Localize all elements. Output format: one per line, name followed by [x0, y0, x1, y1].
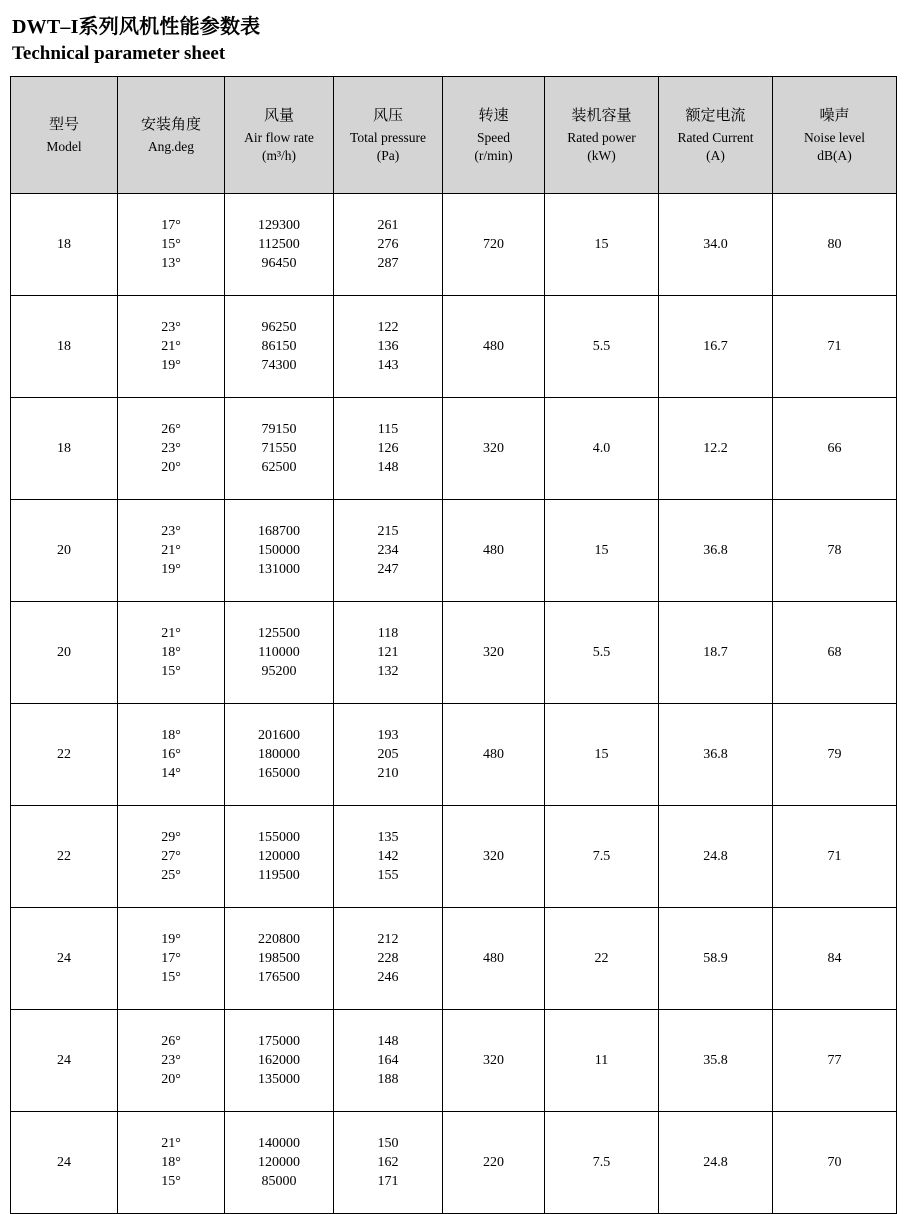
page-title-cn: DWT–I系列风机性能参数表 — [12, 16, 261, 38]
cell-airflow-value: 162000 — [258, 1053, 300, 1068]
cell-speed: 320 — [443, 602, 545, 704]
column-header-pressure-unit: (Pa) — [376, 147, 400, 163]
cell-current: 12.2 — [659, 398, 773, 500]
cell-angle-value: 25° — [161, 868, 181, 883]
column-header-airflow-en: Air flow rate — [244, 129, 314, 145]
cell-airflow-value: 176500 — [258, 970, 300, 985]
cell-angle-value: 19° — [161, 932, 181, 947]
cell-airflow-value: 198500 — [258, 951, 300, 966]
cell-power: 15 — [545, 704, 659, 806]
cell-pressure — [334, 194, 443, 296]
cell-angle-value: 27° — [161, 849, 181, 864]
cell-pressure — [334, 296, 443, 398]
cell-pressure — [334, 1112, 443, 1214]
cell-power: 7.5 — [545, 1112, 659, 1214]
cell-current: 58.9 — [659, 908, 773, 1010]
cell-airflow-value: 220800 — [258, 932, 300, 947]
cell-pressure-value: 148 — [377, 1034, 399, 1049]
cell-angle-value: 15° — [161, 970, 181, 985]
cell-noise: 80 — [773, 194, 897, 296]
cell-current: 24.8 — [659, 1112, 773, 1214]
cell-angle-value: 20° — [161, 1072, 181, 1087]
cell-power: 5.5 — [545, 296, 659, 398]
cell-current: 16.7 — [659, 296, 773, 398]
cell-airflow-value: 96250 — [261, 320, 297, 335]
cell-pressure-value: 205 — [377, 747, 399, 762]
cell-pressure-value: 126 — [377, 441, 399, 456]
cell-pressure-value: 188 — [377, 1072, 399, 1087]
cell-current: 36.8 — [659, 704, 773, 806]
cell-pressure-value: 115 — [377, 422, 399, 437]
cell-model: 24 — [11, 908, 118, 1010]
cell-angle-value: 15° — [161, 664, 181, 679]
table-row — [11, 398, 897, 500]
cell-model: 20 — [11, 602, 118, 704]
cell-angle — [118, 1010, 225, 1112]
cell-airflow — [225, 1010, 334, 1112]
cell-angle-value: 17° — [161, 218, 181, 233]
cell-airflow — [225, 194, 334, 296]
table-row — [11, 806, 897, 908]
cell-angle-value: 23° — [161, 441, 181, 456]
cell-angle-value: 18° — [161, 728, 181, 743]
table-body — [11, 194, 897, 1214]
cell-pressure-value: 162 — [377, 1155, 399, 1170]
page-title-en: Technical parameter sheet — [12, 43, 226, 64]
cell-airflow-value: 119500 — [258, 868, 300, 883]
cell-model: 22 — [11, 806, 118, 908]
cell-current: 18.7 — [659, 602, 773, 704]
cell-airflow-value: 112500 — [258, 237, 300, 252]
column-header-airflow — [225, 77, 334, 194]
cell-pressure — [334, 398, 443, 500]
table-row — [11, 296, 897, 398]
cell-angle-value: 18° — [161, 1155, 181, 1170]
cell-airflow-value: 150000 — [258, 543, 300, 558]
cell-pressure-value: 121 — [377, 645, 399, 660]
column-header-pressure-en: Total pressure — [350, 129, 426, 145]
cell-model: 20 — [11, 500, 118, 602]
cell-airflow — [225, 296, 334, 398]
column-header-pressure — [334, 77, 443, 194]
cell-airflow-value: 168700 — [258, 524, 300, 539]
table-row — [11, 908, 897, 1010]
cell-airflow-value: 62500 — [261, 460, 297, 475]
cell-angle-value: 29° — [161, 830, 181, 845]
cell-speed: 320 — [443, 806, 545, 908]
cell-speed: 480 — [443, 908, 545, 1010]
cell-airflow-value: 110000 — [258, 645, 300, 660]
cell-power: 7.5 — [545, 806, 659, 908]
cell-angle — [118, 704, 225, 806]
cell-angle-value: 15° — [161, 237, 181, 252]
column-header-airflow-cn: 风量 — [263, 107, 294, 124]
cell-airflow-value: 125500 — [258, 626, 300, 641]
cell-angle-value: 23° — [161, 320, 181, 335]
cell-pressure-value: 171 — [377, 1174, 399, 1189]
cell-angle-value: 19° — [161, 562, 181, 577]
cell-speed: 480 — [443, 704, 545, 806]
column-header-speed-en: Speed — [477, 129, 510, 145]
cell-airflow-value: 79150 — [261, 422, 297, 437]
cell-airflow-value: 131000 — [258, 562, 300, 577]
cell-power: 4.0 — [545, 398, 659, 500]
cell-noise: 71 — [773, 806, 897, 908]
cell-airflow-value: 120000 — [258, 849, 300, 864]
cell-speed: 480 — [443, 296, 545, 398]
column-header-airflow-unit: (m³/h) — [261, 147, 297, 163]
cell-angle-value: 14° — [161, 766, 181, 781]
column-header-pressure-cn: 风压 — [372, 107, 403, 124]
table-row — [11, 1010, 897, 1112]
cell-pressure-value: 287 — [377, 256, 399, 271]
cell-pressure-value: 132 — [377, 664, 399, 679]
cell-airflow — [225, 500, 334, 602]
cell-angle-value: 23° — [161, 524, 181, 539]
table-row — [11, 602, 897, 704]
cell-angle-value: 21° — [161, 1136, 181, 1151]
cell-pressure — [334, 500, 443, 602]
table-row — [11, 194, 897, 296]
column-header-speed-unit: (r/min) — [474, 147, 513, 163]
cell-pressure-value: 215 — [377, 524, 399, 539]
cell-angle — [118, 500, 225, 602]
cell-noise: 68 — [773, 602, 897, 704]
cell-pressure-value: 142 — [377, 849, 399, 864]
cell-pressure-value: 135 — [377, 830, 399, 845]
cell-angle — [118, 806, 225, 908]
cell-angle-value: 21° — [161, 339, 181, 354]
cell-angle-value: 26° — [161, 422, 181, 437]
cell-noise: 77 — [773, 1010, 897, 1112]
cell-angle-value: 21° — [161, 543, 181, 558]
column-header-noise-cn: 噪声 — [819, 107, 850, 124]
cell-model: 24 — [11, 1112, 118, 1214]
cell-current: 35.8 — [659, 1010, 773, 1112]
cell-power: 22 — [545, 908, 659, 1010]
cell-pressure-value: 247 — [377, 562, 399, 577]
table-header — [11, 77, 897, 194]
cell-angle — [118, 296, 225, 398]
cell-airflow-value: 155000 — [258, 830, 300, 845]
column-header-power-cn: 装机容量 — [571, 107, 632, 124]
cell-pressure-value: 261 — [377, 218, 399, 233]
specification-table — [10, 76, 897, 1214]
cell-pressure — [334, 908, 443, 1010]
cell-angle-value: 20° — [161, 460, 181, 475]
cell-pressure-value: 155 — [377, 868, 399, 883]
cell-power: 15 — [545, 500, 659, 602]
cell-pressure-value: 210 — [377, 766, 399, 781]
column-header-noise-unit: dB(A) — [817, 147, 852, 163]
column-header-power-en: Rated power — [567, 129, 636, 145]
column-header-angle-cn: 安装角度 — [140, 116, 201, 133]
cell-airflow — [225, 1112, 334, 1214]
cell-angle — [118, 398, 225, 500]
cell-pressure-value: 246 — [377, 970, 399, 985]
cell-airflow-value: 140000 — [258, 1136, 300, 1151]
cell-speed: 720 — [443, 194, 545, 296]
cell-pressure-value: 276 — [377, 237, 399, 252]
column-header-current-en: Rated Current — [677, 129, 754, 145]
cell-pressure-value: 118 — [377, 626, 399, 641]
column-header-model-en: Model — [46, 138, 82, 154]
cell-airflow-value: 120000 — [258, 1155, 300, 1170]
cell-airflow-value: 74300 — [261, 358, 297, 373]
table-row — [11, 1112, 897, 1214]
cell-power: 5.5 — [545, 602, 659, 704]
cell-airflow-value: 135000 — [258, 1072, 300, 1087]
cell-pressure-value: 136 — [377, 339, 399, 354]
column-header-power-unit: (kW) — [587, 147, 616, 163]
column-header-current-unit: (A) — [706, 147, 725, 163]
cell-airflow-value: 165000 — [258, 766, 300, 781]
cell-airflow-value: 96450 — [261, 256, 297, 271]
cell-pressure-value: 122 — [377, 320, 399, 335]
cell-pressure — [334, 806, 443, 908]
cell-airflow — [225, 704, 334, 806]
column-header-speed-cn: 转速 — [478, 107, 509, 124]
cell-noise: 84 — [773, 908, 897, 1010]
cell-airflow-value: 175000 — [258, 1034, 300, 1049]
column-header-current — [659, 77, 773, 194]
cell-model: 18 — [11, 296, 118, 398]
cell-pressure-value: 164 — [377, 1053, 399, 1068]
column-header-noise — [773, 77, 897, 194]
table-row — [11, 500, 897, 602]
cell-airflow-value: 180000 — [258, 747, 300, 762]
cell-airflow — [225, 602, 334, 704]
table-row — [11, 704, 897, 806]
cell-airflow-value: 86150 — [261, 339, 297, 354]
cell-angle-value: 16° — [161, 747, 181, 762]
cell-pressure — [334, 602, 443, 704]
cell-model: 18 — [11, 398, 118, 500]
cell-airflow — [225, 908, 334, 1010]
cell-airflow-value: 71550 — [261, 441, 297, 456]
cell-airflow-value: 95200 — [261, 664, 297, 679]
cell-pressure-value: 228 — [377, 951, 399, 966]
cell-noise: 78 — [773, 500, 897, 602]
cell-pressure-value: 150 — [377, 1136, 399, 1151]
cell-angle-value: 18° — [161, 645, 181, 660]
cell-pressure — [334, 1010, 443, 1112]
column-header-angle-en: Ang.deg — [147, 138, 195, 154]
cell-angle-value: 13° — [161, 256, 181, 271]
cell-current: 24.8 — [659, 806, 773, 908]
cell-airflow-value: 201600 — [258, 728, 300, 743]
column-header-speed — [443, 77, 545, 194]
cell-airflow-value: 129300 — [258, 218, 300, 233]
column-header-current-cn: 额定电流 — [685, 107, 746, 124]
column-header-noise-en: Noise level — [803, 129, 866, 145]
cell-angle-value: 21° — [161, 626, 181, 641]
column-header-model-cn: 型号 — [48, 116, 79, 133]
cell-airflow — [225, 398, 334, 500]
cell-power: 15 — [545, 194, 659, 296]
cell-noise: 70 — [773, 1112, 897, 1214]
cell-speed: 480 — [443, 500, 545, 602]
cell-speed: 320 — [443, 1010, 545, 1112]
cell-airflow — [225, 806, 334, 908]
cell-noise: 66 — [773, 398, 897, 500]
cell-angle-value: 23° — [161, 1053, 181, 1068]
cell-angle-value: 19° — [161, 358, 181, 373]
cell-angle — [118, 1112, 225, 1214]
cell-angle-value: 15° — [161, 1174, 181, 1189]
cell-pressure-value: 148 — [377, 460, 399, 475]
column-header-power — [545, 77, 659, 194]
cell-pressure — [334, 704, 443, 806]
cell-noise: 79 — [773, 704, 897, 806]
cell-angle — [118, 602, 225, 704]
cell-angle — [118, 194, 225, 296]
cell-current: 36.8 — [659, 500, 773, 602]
cell-pressure-value: 193 — [377, 728, 399, 743]
table-header-row — [11, 77, 897, 194]
cell-pressure-value: 212 — [377, 932, 399, 947]
cell-pressure-value: 143 — [377, 358, 399, 373]
cell-pressure-value: 234 — [377, 543, 399, 558]
cell-model: 22 — [11, 704, 118, 806]
cell-power: 11 — [545, 1010, 659, 1112]
cell-speed: 320 — [443, 398, 545, 500]
cell-angle — [118, 908, 225, 1010]
cell-noise: 71 — [773, 296, 897, 398]
cell-speed: 220 — [443, 1112, 545, 1214]
column-header-angle — [118, 77, 225, 194]
cell-angle-value: 17° — [161, 951, 181, 966]
cell-airflow-value: 85000 — [261, 1174, 297, 1189]
column-header-model — [11, 77, 118, 194]
cell-model: 24 — [11, 1010, 118, 1112]
cell-angle-value: 26° — [161, 1034, 181, 1049]
cell-model: 18 — [11, 194, 118, 296]
cell-current: 34.0 — [659, 194, 773, 296]
